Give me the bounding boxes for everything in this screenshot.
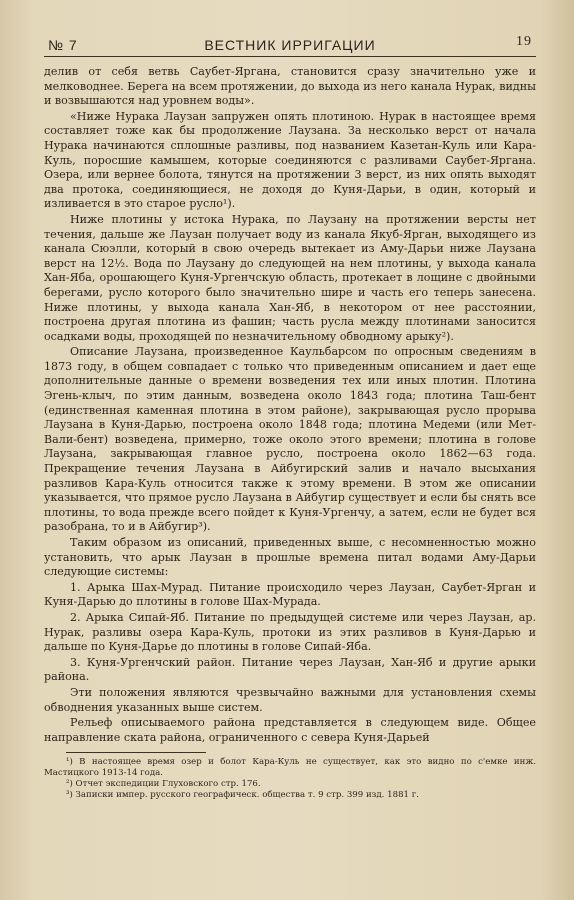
footnote-divider [66, 752, 206, 753]
running-header [44, 34, 536, 57]
journal-title: ВЕСТНИК ИРРИГАЦИИ [204, 37, 376, 53]
paragraph: Описание Лаузана, произведенное Каульбарсом по опросным сведениям в 1873 году, в общем совпадает с только что приведенным описанием и дает еще дополнительные данные о времени возведения тех или иных плотин. Плотина Эгень-клыч, по этим данным, возведена около 1843 года; плотина Таш-бент (единственная каменная плотина в этом районе), закрывающая русло прорыва Лаузана в Куня-Дарью, построена около 1848 года; плотина Медеми (или Мет-Вали-бент) возведена, примерно, тоже около этого времени; плотина в голове Лаузана, закрывающая главное русло, построена около 1862—63 года. Прекращение течения Лаузана в Айбугирский залив и начало высыхания разливов Кара-Куль относится также к этому времени. В этом же описании указывается, что прямое русло Лаузана в Айбугир существует и если бы снять все плотины, то вода прежде всего пойдет к Куня-Ургенчу, а затем, если не будет вся разобрана, то и в Айбугир³). [44, 345, 536, 534]
article-body [44, 65, 536, 745]
paragraph: делив от себя ветвь Саубет-Яргана, становится сразу значительно уже и мелководнее. Берега на всем протяжении, до выхода из него канала Нурак, видны и возвышаются над уровнем воды». [44, 65, 536, 108]
footnotes [44, 757, 536, 801]
paragraph: Ниже плотины у истока Нурака, по Лаузану на протяжении версты нет течения, дальше же Лаузан получает воду из канала Якуб-Ярган, выходящего из канала Сюэлли, который в свою очередь вытекает из Аму-Дарьи ниже Лаузана верст на 12½. Вода по Лаузану до следующей на нем плотины, у выхода канала Хан-Яба, орошающего Куня-Ургенчскую область, протекает в лощине с двойными берегами, русло которого было значительно шире и часть его теперь занесена. Ниже плотины, у выхода канала Хан-Яб, в некотором от нее расстоянии, построена другая плотина из фашин; часть русла между плотинами заносится осадками воды, проходящей по незначительному обводному арыку²). [44, 212, 536, 343]
paragraph: Рельеф описываемого района представляется в следующем виде. Общее направление ската района, ограниченного с севера Куня-Дарьей [44, 716, 536, 744]
list-item: 2. Арыка Сипай-Яб. Питание по предыдущей системе или через Лаузан, ар. Нурак, разливы озера Кара-Куль, протоки из этих разливов в Куня-Дарью и дальше по Куня-Дарье до плотины в голове Сипай-Яба. [44, 610, 536, 654]
footnote: ¹) В настоящее время озер и болот Кара-Куль не существует, как это видно по с'емке инж. Мастицкого 1913-14 года. [44, 757, 536, 779]
list-item: 1. Арыка Шах-Мурад. Питание происходило через Лаузан, Саубет-Ярган и Куня-Дарью до плотины в голове Шах-Мурада. [44, 580, 536, 609]
list-item: 3. Куня-Ургенчский район. Питание через Лаузан, Хан-Яб и другие арыки района. [44, 655, 536, 684]
issue-number: № 7 [48, 37, 78, 53]
paragraph: Таким образом из описаний, приведенных выше, с несомненностью можно установить, что арык Лаузан в прошлые времена питал водами Аму-Дарьи следующие системы: [44, 536, 536, 579]
footnote: ²) Отчет экспедиции Глуховского стр. 176. [66, 779, 261, 790]
paragraph: Эти положения являются чрезвычайно важными для установления схемы обводнения указанных выше систем. [44, 685, 536, 714]
paragraph: «Ниже Нурака Лаузан запружен опять плотиною. Нурак в настоящее время составляет тоже как бы продолжение Лаузана. За несколько верст от начала Нурака начинаются сплошные разливы, под названием Казетан-Куль или Кара-Куль, поросшие камышем, которые соединяются с разливами Саубет-Яргана. Озера, или вернее болота, тянутся на протяжении 3 верст, из них опять выходят два протока, соединяющиеся, не доходя до Куня-Дарьи, в один, который и изливается в это старое русло¹). [44, 109, 536, 211]
footnote: ³) Записки импер. русского географическ. общества т. 9 стр. 399 изд. 1881 г. [66, 790, 419, 801]
page-number: 19 [516, 34, 532, 49]
